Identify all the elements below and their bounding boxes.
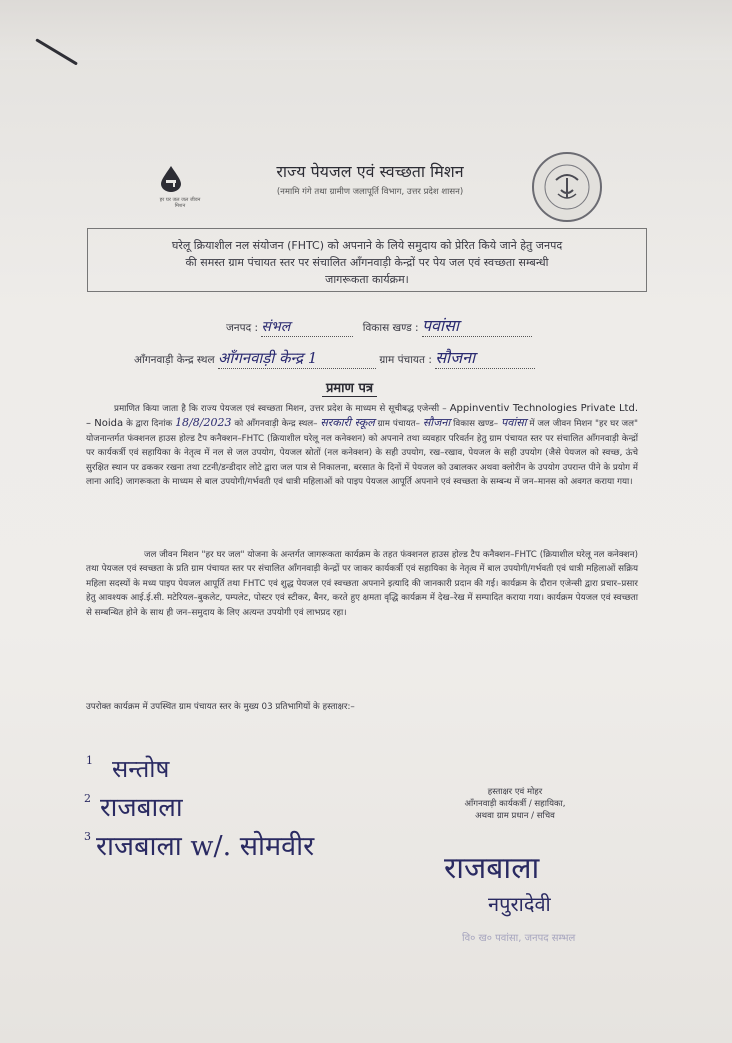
official-stamp: वि० ख० पवांसा, जनपद सम्भल (462, 933, 576, 944)
para1-text-d: ग्राम पंचायत– (377, 419, 420, 430)
signatory-line-1: हस्ताक्षर एवं मोहर (487, 787, 543, 797)
para1-text-e: विकास खण्ड– (453, 419, 499, 430)
gram-panchayat-value: सौजना (435, 346, 535, 369)
mission-title: राज्य पेयजल एवं स्वच्छता मिशन (276, 162, 464, 181)
para1-text-c: को ऑंगनवाड़ी केन्द्र स्थल– (234, 419, 318, 430)
signatory-signature-2: नपुरादेवी (488, 892, 551, 916)
signatory-signature: राजबाला (444, 851, 540, 886)
participant-2-signature: राजबाला (100, 793, 183, 823)
har-ghar-jal-logo (158, 165, 202, 215)
para1-text-f: में जल जीवन मिशन "हर घर जल" योजनान्तर्गत फंक्शनल हाउस होल्ड टैप कनैक्शन–FHTC (क्रियाशील घरेलू नल कनेक्शन) को अपनाने तथा व्यवहार परिवर्तन हेतु ग्राम पंचायत स्तर पर संचालित ऑंगनवाड़ी केन्द्रों पर कार्यकर्त्री एवं सहायिका के नेतृत्व में नल से जल उपयोग, पेयजल स्रोतों (नल कनेक्शन) के सही उपयोग, रख–रखाव, पेयजल के सही उपयोग (जैसे पेयजल को स्वच्छ, ऊंचे सुरक्षित स्थान पर ढककर रखना तथा टटनी/डन्डीदार लोटे द्वारा जल पात्र से निकालना, बरसात के दिनों में पेयजल को उबालकर अथवा क्लोरीन के उपयोग उपरान्त पीने के प्रयोग में लाना आदि) जागरूकता के माध्यम से बाल उपयोगी/गर्भवती एवं धात्री महिलाओं को पाइप पेयजल आपूर्ति अपनाने एवं स्वच्छता के सम्बन्ध में जन–मानस को अवगत कराया गया। (86, 419, 638, 488)
janpad-value: संभल (261, 317, 353, 337)
participant-1-number: 1 (86, 754, 93, 767)
anganwadi-row (134, 346, 535, 369)
participant-3-signature: राजबाला w/. सोमवीर (96, 831, 315, 862)
event-site: सरकारी स्कूल (320, 416, 375, 430)
agency-name: Appinventiv Technologies Private Ltd. – Noida (86, 403, 638, 430)
paper-fold-shadow (0, 0, 732, 60)
certificate-paragraph-1 (86, 402, 638, 489)
logo-caption: हर घर जल जल जीवन मिशन (159, 197, 201, 209)
participants-intro: उपरोक्त कार्यक्रम में उपस्थित ग्राम पंचायत स्तर के मुख्य 03 प्रतिभागियों के हस्ताक्षर:– (86, 702, 355, 712)
janpad-row (226, 314, 532, 337)
janpad-label: जनपद : (226, 322, 259, 334)
signatory-line-3: अथवा ग्राम प्रधान / सचिव (475, 811, 555, 821)
notice-line-3: जागरूकता कार्यक्रम। (325, 273, 409, 286)
certificate-heading: प्रमाण पत्र (322, 378, 377, 397)
emblem-icon (534, 154, 600, 220)
mission-subtitle: (नमामि गंगे तथा ग्रामीण जलापूर्ति विभाग, उत्तर प्रदेश शासन) (276, 187, 464, 197)
para1-text-a: प्रमाणित किया जाता है कि राज्य पेयजल एवं स्वच्छता मिशन, उत्तर प्रदेश के माध्यम से सूचीबद्ध एजेन्सी – (114, 404, 447, 414)
signatory-line-2: ऑंगनवाड़ी कार्यकर्त्री / सहायिका, (464, 799, 566, 809)
event-block: पवांसा (501, 416, 527, 430)
anganwadi-value: ऑंगनवाड़ी केन्द्र 1 (218, 348, 376, 369)
event-date: 18/8/2023 (175, 416, 232, 430)
signatory-block (440, 786, 590, 822)
vikas-khand-value: पवांसा (422, 314, 532, 337)
water-drop-icon (158, 165, 184, 193)
certificate-paragraph-2: जल जीवन मिशन "हर घर जल" योजना के अन्तर्गत जागरूकता कार्यक्रम के तहत फंक्शनल हाउस होल्ड टैप कनैक्शन–FHTC (क्रियाशील घरेलू नल कनेक्शन) तथा पेयजल एवं स्वच्छता के प्रति ग्राम पंचायत स्तर पर संचालित ऑंगनवाड़ी केन्द्रों पर जाकर कार्यकर्त्री एवं सहायिका के नेतृत्व में बाल उपयोगी/गर्भवती एवं धात्री महिलाओं सक्रिय महिला सदस्यों के मध्य पाइप पेयजल आपूर्ति तथा FHTC एवं शुद्ध पेयजल एवं स्वच्छता अपनाने इत्यादि की जानकारी प्रदान की गई। कार्यक्रम के दौरान एजेन्सी द्वारा प्रचार–प्रसार हेतु आवश्यक आई.ई.सी. मटेरियल–बुकलेट, पम्पलेट, पोस्टर एवं स्टीकर, बैनर, करते हुए क्षमता वृद्धि कार्यक्रम में देख–रेख में सम्पादित कराया गया। कार्यक्रम पेयजल एवं स्वच्छता से सम्बन्धित होने के साथ ही जन–समुदाय के लिए अत्यन्त उपयोगी एवं लाभप्रद रहा। (86, 550, 638, 618)
up-government-emblem (532, 152, 602, 222)
vikas-khand-label: विकास खण्ड : (362, 322, 419, 334)
program-notice-box (87, 228, 647, 292)
para1-text-b: के द्वारा दिनांक (126, 419, 173, 430)
participant-3-number: 3 (84, 830, 91, 843)
gram-panchayat-label: ग्राम पंचायत : (379, 354, 432, 366)
participant-1-signature: सन्तोष (112, 755, 170, 783)
participant-2-number: 2 (84, 792, 91, 805)
notice-line-2: की समस्त ग्राम पंचायत स्तर पर संचालित ऑंगनवाड़ी केन्द्रों पर पेय जल एवं स्वच्छता सम्बन्धी (185, 256, 549, 269)
anganwadi-label: ऑंगनवाड़ी केन्द्र स्थल (134, 354, 215, 366)
event-panchayat: सौजना (422, 416, 451, 430)
notice-line-1: घरेलू क्रियाशील नल संयोजन (FHTC) को अपनाने के लिये समुदाय को प्रेरित किये जाने हेतु जनपद (171, 239, 563, 252)
